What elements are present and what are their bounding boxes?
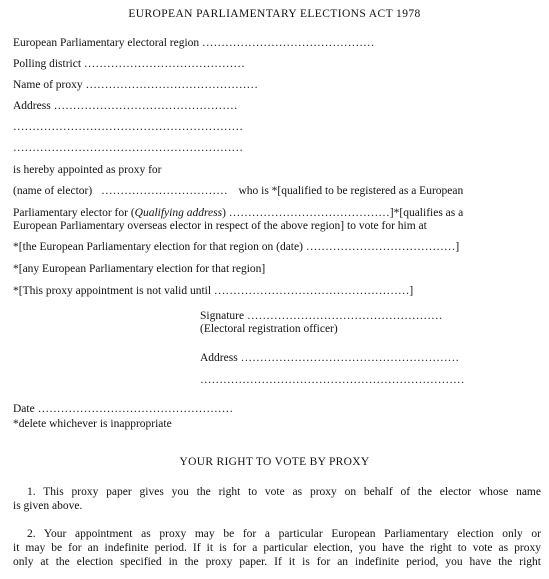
elector-label: (name of elector) xyxy=(13,185,93,197)
district-dots: …………………………………… xyxy=(83,58,245,70)
date-label: Date xyxy=(13,403,35,415)
elector-dots: …………………………… xyxy=(101,185,228,197)
officer-address-dots-1: ………………………………………………… xyxy=(240,352,460,364)
elector-text-1: who is *[qualified to be registered as a European xyxy=(238,185,464,197)
delete-note: *delete whichever is inappropriate xyxy=(13,418,172,430)
address-dots-2: …………………………………………………… xyxy=(13,121,243,133)
proxy-name-dots: ……………………………………… xyxy=(85,79,258,91)
region-dots: ……………………………………… xyxy=(202,37,375,49)
appointed-text: is hereby appointed as proxy for xyxy=(13,164,162,176)
signature-dots: …………………………………………… xyxy=(246,310,443,322)
option-2-text: *[any European Parliamentary election for that region] xyxy=(13,263,266,275)
address-line-1 xyxy=(13,99,238,113)
option-1-line xyxy=(13,240,459,254)
region-label: European Parliamentary electoral region xyxy=(13,37,200,49)
elector-text-2b: ) xyxy=(222,207,226,219)
form-title: EUROPEAN PARLIAMENTARY ELECTIONS ACT 1978 xyxy=(128,8,421,20)
officer-address-label: Address xyxy=(200,352,238,364)
officer-label: (Electoral registration officer) xyxy=(200,323,338,335)
para-2-line-1: 2. Your appointment as proxy may be for a particular European Parliamentary election only or xyxy=(27,528,541,540)
qualifying-address-label: Qualifying address xyxy=(134,207,223,219)
date-line xyxy=(13,402,233,416)
option-1-dots: ………………………………… xyxy=(305,241,456,253)
elector-line xyxy=(13,184,541,198)
elector-line-2 xyxy=(13,206,463,220)
para-2-line-2: it may be for an indefinite period. If it is for a particular election, you have the right to vote as proxy xyxy=(13,542,541,554)
signature-line xyxy=(200,309,442,323)
officer-address-dots-2: …………………………………………………………… xyxy=(200,374,465,386)
region-line xyxy=(13,36,375,50)
option-3-dots: …………………………………………… xyxy=(213,285,410,297)
elector-text-2a: Parliamentary elector for ( xyxy=(13,207,135,219)
proxy-name-label: Name of proxy xyxy=(13,79,83,91)
officer-address-line-1 xyxy=(200,351,459,365)
option-3-line xyxy=(13,284,413,298)
officer-address-line-2 xyxy=(200,373,465,387)
option-3-text: *[This proxy appointment is not valid until xyxy=(13,285,212,297)
elector-text-3: European Parliamentary overseas elector in respect of the above region] to vote for him at xyxy=(13,220,427,232)
address-dots-3: …………………………………………………… xyxy=(13,142,243,154)
option-3-end: ] xyxy=(409,285,414,297)
district-label: Polling district xyxy=(13,58,82,70)
proxy-name-line xyxy=(13,78,258,92)
para-1-line-1: 1. This proxy paper gives you the right to vote as proxy on behalf of the elector whose name xyxy=(27,486,541,498)
date-dots: …………………………………………… xyxy=(37,403,234,415)
address-line-3 xyxy=(13,141,243,155)
elector-text-2c: ]*[qualifies as a xyxy=(389,207,464,219)
qualifying-address-dots: …………………………………… xyxy=(228,207,390,219)
address-dots-1: ………………………………………… xyxy=(53,100,238,112)
rights-paragraph-1 xyxy=(13,485,541,513)
option-1-end: ] xyxy=(455,241,460,253)
district-line xyxy=(13,57,245,71)
para-2-line-3: only at the election specified in the proxy paper. If it is for an indefinite period, you have the right xyxy=(13,556,541,568)
rights-paragraph-2 xyxy=(13,527,541,569)
rights-heading: YOUR RIGHT TO VOTE BY PROXY xyxy=(179,456,370,468)
option-1-text: *[the European Parliamentary election for that region on (date) xyxy=(13,241,303,253)
para-1-line-2: is given above. xyxy=(13,500,83,512)
address-line-2 xyxy=(13,120,243,134)
signature-label: Signature xyxy=(200,310,245,322)
address-label: Address xyxy=(13,100,51,112)
